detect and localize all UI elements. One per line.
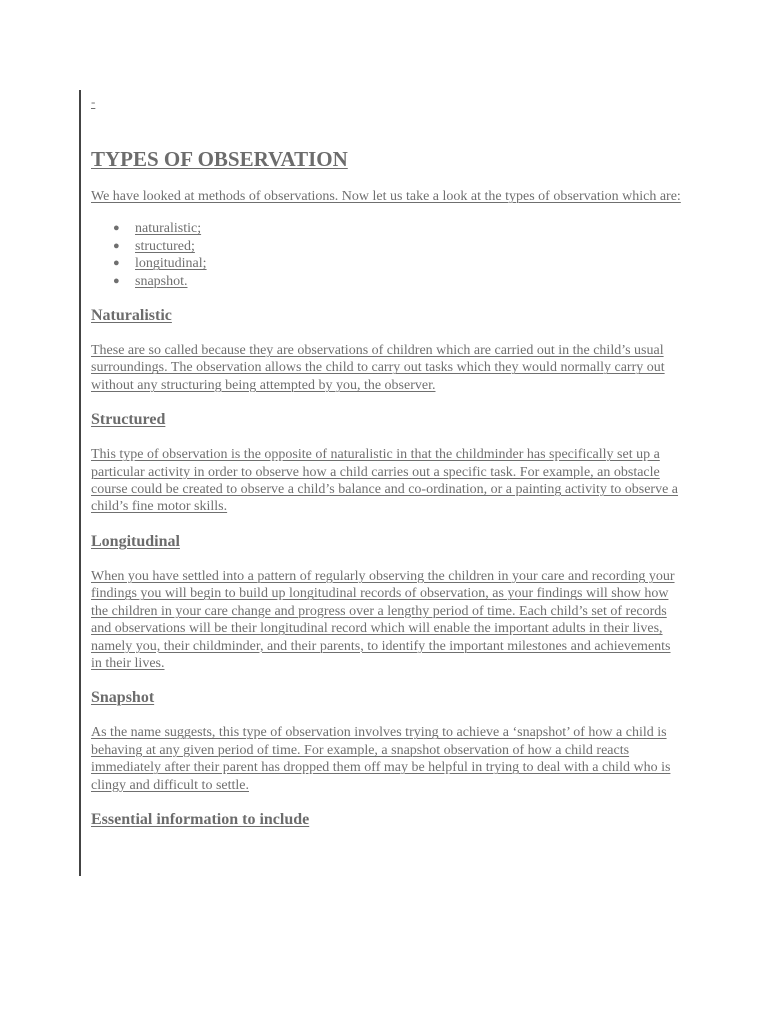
list-item: ● snapshot.	[113, 273, 188, 289]
list-item: ● longitudinal;	[113, 256, 207, 272]
section-body-naturalistic: These are so called because they are observations of children which are carried out in the child’s usual surroundings. The observation allows the child to carry out tasks which they would normally carry out without any structuring being attempted by you, the observer.	[91, 343, 665, 393]
section-heading-structured: Structured	[91, 411, 166, 429]
document-title: TYPES OF OBSERVATION	[91, 147, 348, 171]
revision-change-bar	[79, 90, 81, 876]
section-heading-essential-information: Essential information to include	[91, 810, 310, 828]
section-heading-longitudinal: Longitudinal	[91, 532, 180, 550]
bullet-icon: ●	[113, 274, 120, 287]
section-body-snapshot: As the name suggests, this type of observation involves trying to achieve a ‘snapshot’ of how a child is behaving at any given period of time. For example, a snapshot observation of how a child reacts immediately after their parent has dropped them off may be helpful in trying to deal with a child who is clingy and difficult to settle.	[91, 725, 671, 793]
list-item: ● structured;	[113, 238, 195, 254]
bullet-icon: ●	[113, 239, 120, 252]
section-heading-snapshot: Snapshot	[91, 689, 155, 707]
section-body-longitudinal: When you have settled into a pattern of regularly observing the children in your care and recording your findings you will begin to build up longitudinal records of observation, as your findings will show how the children in your care change and progress over a lengthy period of time. Each child’s set of records and observations will be their longitudinal record which will enable the important adults in their lives, namely you, their childminder, and their parents, to identify the important milestones and achievements in their lives.	[91, 568, 675, 671]
bullet-icon: ●	[113, 257, 120, 270]
list-item: ● naturalistic;	[113, 221, 202, 237]
section-body-structured: This type of observation is the opposite of naturalistic in that the childminder has specifically set up a particular activity in order to observe how a child carries out a specific task. For example, an obstacle course could be created to observe a child’s balance and co-ordination, or a painting activity to observe a child’s fine motor skills.	[91, 447, 679, 515]
intro-paragraph: We have looked at methods of observations. Now let us take a look at the types of observation which are:	[91, 189, 681, 204]
bullet-icon: ●	[113, 222, 120, 235]
observation-types-list	[91, 220, 681, 290]
section-heading-naturalistic: Naturalistic	[91, 307, 172, 325]
marker-dash: -	[91, 94, 96, 109]
document-body	[91, 94, 681, 830]
